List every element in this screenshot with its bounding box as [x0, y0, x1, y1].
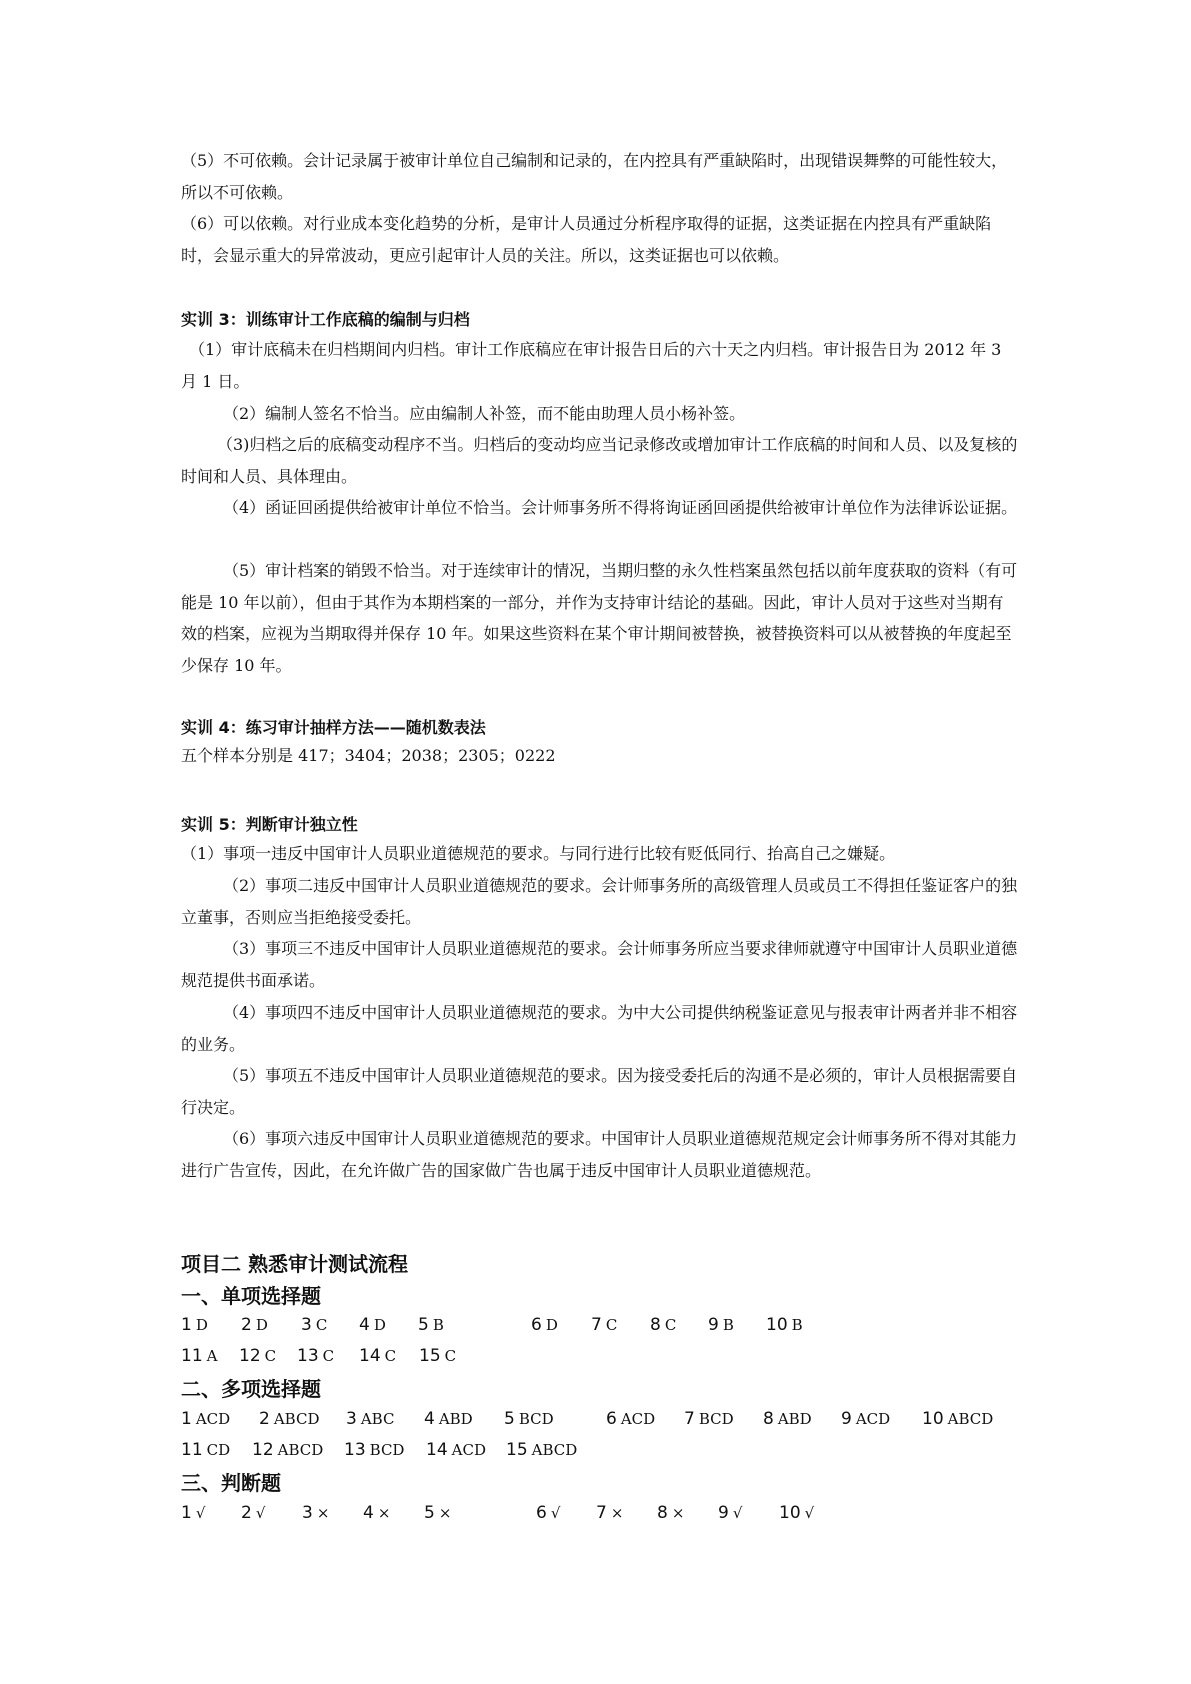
answer-item	[297, 1346, 334, 1366]
answer-value: √	[255, 1504, 266, 1522]
answer-number: 10	[779, 1503, 801, 1523]
answer-value: ACD	[195, 1410, 231, 1428]
answer-number: 10	[922, 1409, 944, 1429]
answer-item	[359, 1315, 386, 1335]
answer-item	[779, 1503, 814, 1523]
answer-value: ABC	[360, 1410, 395, 1428]
paragraph-intro-5: （5）不可依赖。会计记录属于被审计单位自己编制和记录的，在内控具有严重缺陷时，出现错误舞弊的可能性较大，所以不可依赖。	[181, 151, 1008, 202]
answer-number: 8	[657, 1503, 668, 1523]
answer-number: 11	[181, 1440, 203, 1460]
answer-item	[591, 1315, 617, 1335]
answer-value: C	[264, 1347, 277, 1365]
answer-value: D	[373, 1316, 386, 1334]
answer-item	[181, 1440, 230, 1460]
answer-item	[181, 1315, 208, 1335]
training-5-item-5: （5）事项五不违反中国审计人员职业道德规范的要求。因为接受委托后的沟通不是必须的，审计人员根据需要自行决定。	[181, 1066, 1018, 1117]
answer-number: 3	[301, 1315, 312, 1335]
training-3-item-2: （2）编制人签名不恰当。应由编制人补签，而不能由助理人员小杨补签。	[223, 404, 746, 423]
answer-item	[606, 1409, 655, 1429]
answer-item	[252, 1440, 323, 1460]
answer-value: √	[195, 1504, 206, 1522]
answer-item	[766, 1315, 803, 1335]
answer-value: ACD	[855, 1410, 891, 1428]
answer-item	[419, 1346, 456, 1366]
answer-item	[708, 1315, 734, 1335]
answer-item	[181, 1503, 205, 1523]
judgment-title: 三、判断题	[181, 1471, 281, 1495]
answer-item	[363, 1503, 390, 1523]
answer-number: 5	[504, 1409, 515, 1429]
answer-number: 2	[241, 1315, 252, 1335]
answer-value: C	[664, 1316, 677, 1334]
answer-item	[239, 1346, 276, 1366]
training-4-text: 五个样本分别是 417；3404；2038；2305；0222	[181, 746, 556, 765]
answer-value: C	[605, 1316, 618, 1334]
paragraph-intro-6: （6）可以依赖。对行业成本变化趋势的分析，是审计人员通过分析程序取得的证据，这类证据在内控具有严重缺陷时，会显示重大的异常波动，更应引起审计人员的关注。所以，这类证据也可以依赖。	[181, 214, 992, 265]
answer-number: 6	[531, 1315, 542, 1335]
answer-value: ACD	[451, 1441, 486, 1459]
answer-value: ×	[438, 1504, 452, 1522]
answer-value: √	[732, 1504, 743, 1522]
training-5-item-6: （6）事项六违反中国审计人员职业道德规范的要求。中国审计人员职业道德规范规定会计师事务所不得对其能力进行广告宣传，因此，在允许做广告的国家做广告也属于违反中国审计人员职业道德规范。	[181, 1129, 1018, 1180]
answer-number: 11	[181, 1346, 203, 1366]
answer-value: C	[444, 1347, 457, 1365]
answer-value: ABCD	[277, 1441, 324, 1459]
answer-value: ×	[377, 1504, 391, 1522]
training-5-item-4: （4）事项四不违反中国审计人员职业道德规范的要求。为中大公司提供纳税鉴证意见与报表审计两者并非不相容的业务。	[181, 1003, 1018, 1054]
answer-value: BCD	[698, 1410, 734, 1428]
answer-value: ABD	[438, 1410, 473, 1428]
single-choice-title: 一、单项选择题	[181, 1284, 321, 1308]
answer-item	[344, 1440, 404, 1460]
answer-number: 12	[239, 1346, 261, 1366]
answer-value: √	[804, 1504, 815, 1522]
training-5-item-1: （1）事项一违反中国审计人员职业道德规范的要求。与同行进行比较有贬低同行、抬高自己之嫌疑。	[181, 844, 896, 863]
answer-value: C	[322, 1347, 335, 1365]
answer-item	[181, 1409, 230, 1429]
answer-number: 2	[259, 1409, 270, 1429]
training-3-title: 实训 3：训练审计工作底稿的编制与归档	[181, 310, 470, 329]
answer-item	[841, 1409, 890, 1429]
answer-item	[504, 1409, 554, 1429]
answer-item	[259, 1409, 319, 1429]
answer-item	[241, 1315, 268, 1335]
answer-value: B	[722, 1316, 734, 1334]
answer-number: 15	[419, 1346, 441, 1366]
answer-value: B	[432, 1316, 444, 1334]
answer-number: 12	[252, 1440, 274, 1460]
answer-item	[718, 1503, 742, 1523]
answer-value: ABCD	[273, 1410, 320, 1428]
training-3-item-3: （3)归档之后的底稿变动程序不当。归档后的变动均应当记录修改或增加审计工作底稿的时间和人员、以及复核的时间和人员、具体理由。	[181, 435, 1018, 486]
answer-item	[424, 1503, 451, 1523]
answer-value: C	[384, 1347, 397, 1365]
answer-item	[301, 1315, 327, 1335]
answer-item	[426, 1440, 486, 1460]
answer-number: 6	[606, 1409, 617, 1429]
answer-number: 4	[424, 1409, 435, 1429]
answer-item	[650, 1315, 676, 1335]
answer-item	[346, 1409, 394, 1429]
project-2-title: 项目二 熟悉审计测试流程	[181, 1252, 408, 1276]
answer-value: D	[545, 1316, 558, 1334]
answer-value: ×	[671, 1504, 685, 1522]
answer-item	[359, 1346, 396, 1366]
answer-value: ×	[316, 1504, 330, 1522]
answer-number: 9	[841, 1409, 852, 1429]
training-3-item-4: （4）函证回函提供给被审计单位不恰当。会计师事务所不得将询证函回函提供给被审计单位作为法律诉讼证据。	[223, 498, 1018, 517]
answer-number: 15	[506, 1440, 528, 1460]
training-5-item-2: （2）事项二违反中国审计人员职业道德规范的要求。会计师事务所的高级管理人员或员工不得担任鉴证客户的独立董事，否则应当拒绝接受委托。	[181, 876, 1018, 927]
answer-item	[684, 1409, 734, 1429]
answer-number: 7	[596, 1503, 607, 1523]
answer-number: 2	[241, 1503, 252, 1523]
answer-item	[536, 1503, 560, 1523]
answer-value: ACD	[620, 1410, 656, 1428]
answer-number: 4	[359, 1315, 370, 1335]
answer-item	[922, 1409, 993, 1429]
answer-number: 8	[763, 1409, 774, 1429]
answer-number: 5	[418, 1315, 429, 1335]
answer-number: 7	[684, 1409, 695, 1429]
answer-value: ABD	[777, 1410, 812, 1428]
answer-number: 6	[536, 1503, 547, 1523]
answer-value: ×	[610, 1504, 624, 1522]
answer-item	[657, 1503, 684, 1523]
answer-number: 9	[708, 1315, 719, 1335]
answer-number: 3	[302, 1503, 313, 1523]
answer-number: 1	[181, 1315, 192, 1335]
answer-value: BCD	[518, 1410, 554, 1428]
answer-item	[531, 1315, 558, 1335]
training-5-title: 实训 5：判断审计独立性	[181, 815, 358, 834]
answer-number: 7	[591, 1315, 602, 1335]
answer-number: 1	[181, 1409, 192, 1429]
answer-item	[506, 1440, 577, 1460]
answer-item	[302, 1503, 329, 1523]
answer-item	[763, 1409, 812, 1429]
answer-number: 5	[424, 1503, 435, 1523]
answer-item	[424, 1409, 473, 1429]
answer-number: 14	[426, 1440, 448, 1460]
answer-value: B	[791, 1316, 803, 1334]
answer-number: 13	[297, 1346, 319, 1366]
answer-number: 13	[344, 1440, 366, 1460]
answer-number: 9	[718, 1503, 729, 1523]
answer-number: 8	[650, 1315, 661, 1335]
answer-value: √	[550, 1504, 561, 1522]
answer-number: 10	[766, 1315, 788, 1335]
answer-value: ABCD	[531, 1441, 578, 1459]
answer-number: 4	[363, 1503, 374, 1523]
answer-number: 14	[359, 1346, 381, 1366]
answer-number: 3	[346, 1409, 357, 1429]
answer-value: D	[255, 1316, 268, 1334]
answer-item	[418, 1315, 444, 1335]
answer-value: ABCD	[947, 1410, 994, 1428]
training-4-title: 实训 4：练习审计抽样方法——随机数表法	[181, 718, 486, 737]
training-5-item-3: （3）事项三不违反中国审计人员职业道德规范的要求。会计师事务所应当要求律师就遵守中国审计人员职业道德规范提供书面承诺。	[181, 939, 1018, 990]
answer-number: 1	[181, 1503, 192, 1523]
multi-choice-title: 二、多项选择题	[181, 1377, 321, 1401]
answer-value: D	[195, 1316, 208, 1334]
answer-value: A	[206, 1347, 218, 1365]
answer-item	[181, 1346, 217, 1366]
answer-value: C	[315, 1316, 328, 1334]
answer-value: BCD	[369, 1441, 405, 1459]
answer-item	[241, 1503, 265, 1523]
answer-item	[596, 1503, 623, 1523]
training-3-item-5: （5）审计档案的销毁不恰当。对于连续审计的情况，当期归整的永久性档案虽然包括以前年度获取的资料（有可能是 10 年以前），但由于其作为本期档案的一部分，并作为支持审计结论的基础。因此，审计人员对于这些对当期有效的档案，应视为当期取得并保存 10 年。如果这些资料在某个审计期间被替换，被替换资料可以从被替换的年度起至少保存 10 年。	[181, 561, 1018, 675]
training-3-item-1: （1）审计底稿未在归档期间内归档。审计工作底稿应在审计报告日后的六十天之内归档。审计报告日为 2012 年 3 月 1 日。	[181, 340, 1002, 391]
answer-value: CD	[206, 1441, 231, 1459]
